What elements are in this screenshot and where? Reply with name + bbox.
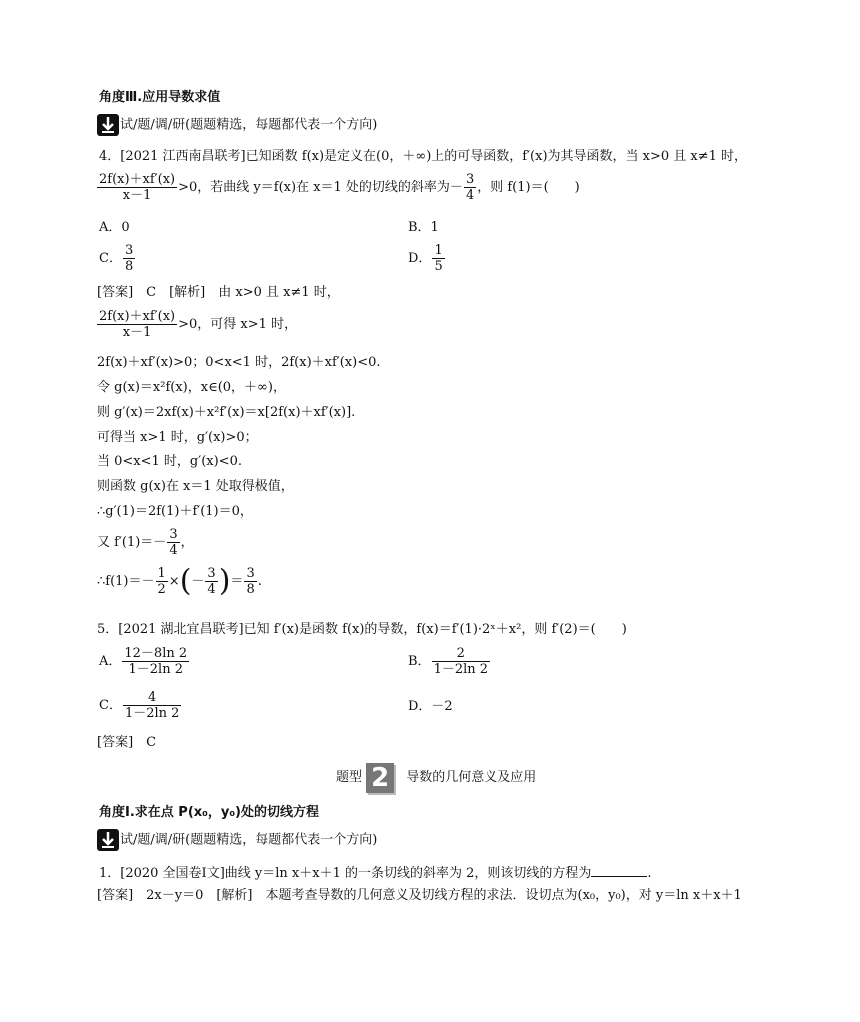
download-icon: [97, 829, 119, 851]
q4-solution-fraction-line: $\frac{2f(x)+xf'(x)}{x-1}$ >0，可得 x>1 时，: [99, 309, 298, 340]
q5-stem: 5．[2021 湖北宜昌联考]已知 f′(x)是函数 f(x)的导数，f(x)＝f′(1)·2ˣ＋x²，则 f′(2)＝( ): [97, 622, 627, 637]
q4-solution-8: ∴g′(1)＝2f(1)＋f′(1)＝0，: [97, 504, 253, 519]
q4-solution-9: 又 f′(1)＝－ $\frac{3}{4}$ ，: [97, 527, 194, 558]
angle-title-2: 角度Ⅰ.求在点 P(x₀，y₀)处的切线方程: [99, 805, 319, 820]
answer-blank: [591, 864, 647, 877]
section-heading: 题型 2 导数的几何意义及应用: [336, 762, 537, 793]
tip-text: 试/题/调/研(题题精选，每题都代表一个方向): [120, 117, 378, 133]
s2-q1-answer: [答案] 2x－y＝0 [解析] 本题考查导数的几何意义及切线方程的求法．设切点为(x₀，y₀)，对 y＝ln x＋x＋1: [97, 888, 742, 903]
tip-line-2: 试/题/调/研(题题精选，每题都代表一个方向): [97, 829, 377, 851]
q4-solution-7: 则函数 g(x)在 x＝1 处取得极值，: [97, 479, 294, 494]
q4-option-d: D． $\frac{1}{5}$: [408, 243, 443, 274]
q4-solution-2: 2f(x)＋xf′(x)>0；0<x<1 时，2f(x)＋xf′(x)<0.: [97, 355, 381, 370]
q5-option-d: D．－2: [408, 699, 453, 714]
q4-option-b: B．1: [408, 220, 439, 235]
q4-stem-line2: $\frac{2f(x)+xf'(x)}{x-1}$ >0，若曲线 y＝f(x)在 x＝1 处的切线的斜率为－ $\frac{3}{4}$ ，则 f(1)＝( ): [99, 172, 580, 203]
q5-option-b: B． $\frac{2}{1-2\ln 2}$: [408, 646, 489, 677]
download-icon: [97, 114, 119, 136]
tip-line: [97, 114, 377, 136]
q4-solution-3: 令 g(x)＝x²f(x)，x∈(0，＋∞)，: [97, 380, 286, 395]
q4-solution-6: 当 0<x<1 时，g′(x)<0.: [97, 454, 242, 469]
q4-solution-5: 可得当 x>1 时，g′(x)>0；: [97, 430, 258, 445]
type-number-badge: 2: [366, 763, 394, 793]
slope-fraction: $\frac{3}{4}$: [465, 172, 475, 203]
s2-q1-stem: 1．[2020 全国卷Ⅰ文]曲线 y＝ln x＋x＋1 的一条切线的斜率为 2，则该切线的方程为 .: [99, 866, 652, 881]
q4-option-a: A．0: [99, 220, 130, 235]
q4-fraction: $\frac{2f(x)+xf'(x)}{x-1}$: [99, 172, 176, 203]
angle-title: 角度Ⅲ.应用导数求值: [99, 90, 221, 105]
q5-option-a: A． $\frac{12-8\ln 2}{1-2\ln 2}$: [99, 646, 188, 677]
q4-option-c: C． $\frac{3}{8}$: [99, 243, 134, 274]
q4-solution-4: 则 g′(x)＝2xf(x)＋x²f′(x)＝x[2f(x)＋xf′(x)].: [97, 405, 356, 420]
q4-answer: [答案] C [解析] 由 x>0 且 x≠1 时，: [97, 285, 340, 300]
q4-solution-10: ∴f(1)＝－ $\frac{1}{2}$ ×(－ $\frac{3}{4}$ )＝ $\frac{3}{8}$ .: [97, 563, 262, 599]
q4-stem-line1: 4．[2021 江西南昌联考]已知函数 f(x)是定义在(0，＋∞)上的可导函数，f′(x)为其导函数，当 x>0 且 x≠1 时，: [99, 149, 748, 164]
q5-option-c: C． $\frac{4}{1-2\ln 2}$: [99, 690, 180, 721]
q5-answer: [答案] C: [97, 735, 157, 750]
